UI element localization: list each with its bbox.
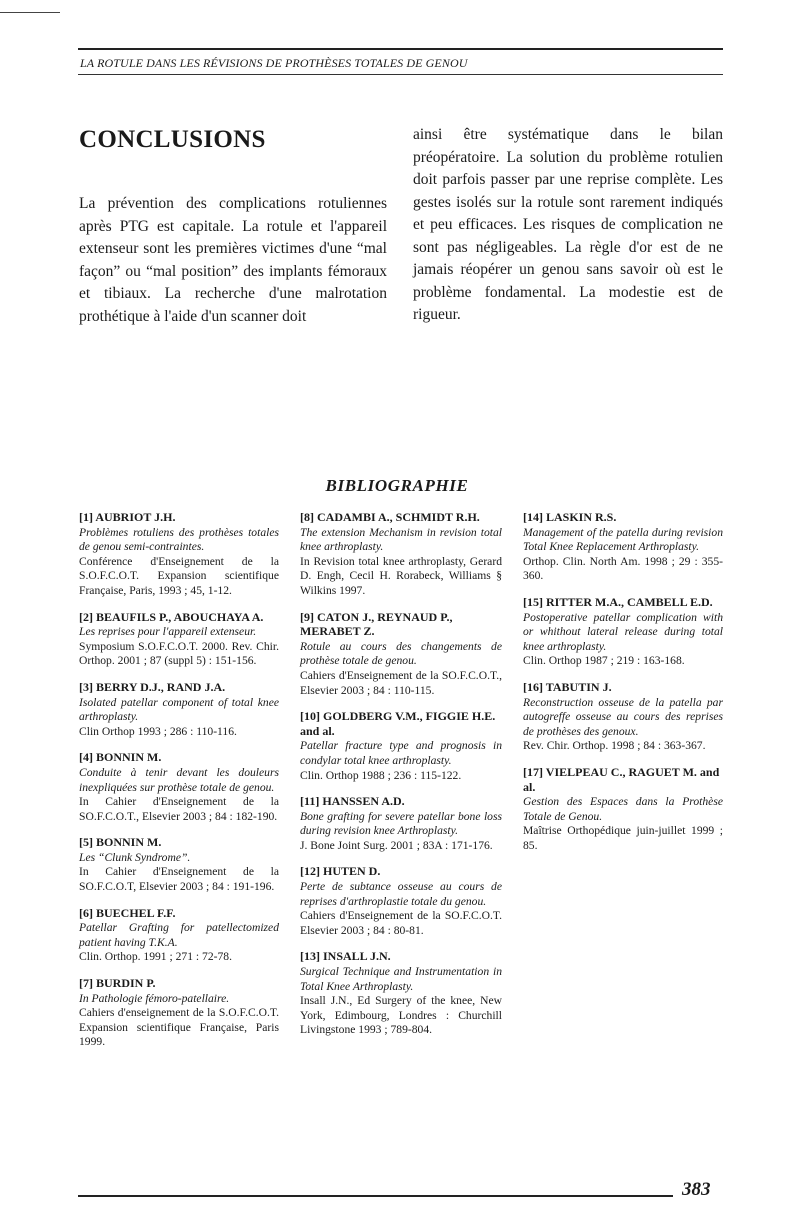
conclusions-paragraph-1: La prévention des complications rotuliennes après PTG est capitale. La rotule et l'appareil extenseur sont les premières victimes d'une “mal façon” ou “mal position” des implants fémoraux et tibiaux. La recherche d'une malrotation prothétique à l'aide d'un scanner doit [79, 195, 387, 325]
reference-title: Patellar fracture type and prognosis in condylar total knee arthroplasty. [300, 739, 502, 767]
reference-title: Perte de subtance osseuse au cours de reprises d'arthroplastie totale du genou. [300, 880, 502, 908]
reference-source: Cahiers d'enseignement de la S.O.F.C.O.T. Expansion scientifique Française, Paris 1999. [79, 1006, 279, 1049]
reference-entry [523, 510, 723, 584]
reference-source: In Revision total knee arthroplasty, Gerard D. Engh, Cecil H. Rorabeck, Williams § Wilkins 1997. [300, 554, 502, 597]
reference-authors: [14] LASKIN R.S. [523, 510, 617, 524]
reference-source: In Cahier d'Enseignement de la SO.F.C.O.T., Elsevier 2003 ; 84 : 182-190. [79, 795, 279, 823]
reference-entry [300, 864, 502, 938]
reference-source: Clin Orthop 1993 ; 286 : 110-116. [79, 724, 237, 738]
reference-authors: [1] AUBRIOT J.H. [79, 510, 176, 524]
reference-title: Postoperative patellar complication with or whithout lateral release during total knee arthroplasty. [523, 610, 723, 653]
bibliography-column-2 [300, 510, 502, 1049]
reference-authors: [11] HANSSEN A.D. [300, 794, 405, 809]
reference-entry [300, 949, 502, 1038]
reference-source: Orthop. Clin. North Am. 1998 ; 29 : 355-360. [523, 554, 723, 583]
top-corner-rule [0, 12, 60, 13]
reference-entry [79, 976, 279, 1050]
reference-title: Gestion des Espaces dans la Prothèse Totale de Genou. [523, 795, 723, 823]
reference-authors: [5] BONNIN M. [79, 835, 162, 850]
reference-authors: [6] BUECHEL F.F. [79, 905, 176, 920]
reference-title: Les reprises pour l'appareil extenseur. [79, 625, 257, 639]
reference-entry [79, 510, 279, 599]
reference-entry [300, 510, 502, 599]
reference-source: Maîtrise Orthopédique juin-juillet 1999 ; 85. [523, 824, 723, 852]
bibliography-column-1 [79, 510, 279, 1061]
reference-title: Surgical Technique and Instrumentation in Total Knee Arthroplasty. [300, 965, 502, 993]
reference-authors: [16] TABUTIN J. [523, 679, 612, 694]
reference-title: Les “Clunk Syndrome”. [79, 850, 191, 864]
reference-title: Isolated patellar component of total knee arthroplasty. [79, 695, 279, 724]
reference-authors: [4] BONNIN M. [79, 750, 162, 765]
reference-entry [523, 680, 723, 754]
reference-entry [79, 750, 279, 824]
footer-rule [78, 1195, 673, 1197]
header-rule-bottom [78, 74, 723, 75]
reference-authors: [12] HUTEN D. [300, 864, 381, 879]
reference-entry [79, 610, 279, 669]
reference-authors: [8] CADAMBI A., SCHMIDT R.H. [300, 510, 480, 524]
header-rule-top [78, 48, 723, 50]
reference-authors: [9] CATON J., REYNAUD P., MERABET Z. [300, 609, 453, 639]
reference-title: Reconstruction osseuse de la patella par autogreffe osseuse au cours des reprises de prothèses des genoux. [523, 695, 723, 738]
running-header: LA ROTULE DANS LES RÉVISIONS DE PROTHÈSES TOTALES DE GENOU [80, 56, 468, 70]
reference-title: Rotule au cours des changements de prothèse totale de genou. [300, 639, 502, 668]
reference-source: Conférence d'Enseignement de la S.O.F.C.O.T. Expansion scientifique Française, Paris, 1993 ; 45, 1-12. [79, 554, 279, 597]
conclusions-heading: CONCLUSIONS [79, 126, 266, 153]
reference-source: Clin. Orthop 1988 ; 236 : 115-122. [300, 768, 462, 782]
reference-source: Clin. Orthop. 1991 ; 271 : 72-78. [79, 950, 232, 964]
conclusions-paragraph-2: ainsi être systématique dans le bilan préopératoire. La solution du problème rotulien doit parfois passer par une reprise complète. Les gestes isolés sur la rotule sont rarement indiqués et peu efficaces. Les risques de complication ne sont pas négligeables. La règle d'or est de ne jamais réopérer un genou sans savoir où est le problème fondamental. La modestie est de rigueur. [413, 126, 723, 323]
reference-title: Conduite à tenir devant les douleurs inexpliquées sur prothèse totale de genou. [79, 765, 279, 794]
reference-source: Clin. Orthop 1987 ; 219 : 163-168. [523, 654, 685, 668]
reference-source: In Cahier d'Enseignement de la SO.F.C.O.T, Elsevier 2003 ; 84 : 191-196. [79, 865, 279, 894]
reference-authors: [3] BERRY D.J., RAND J.A. [79, 679, 226, 694]
reference-entry [523, 595, 723, 669]
reference-title: Bone grafting for severe patellar bone loss during revision knee Arthroplasty. [300, 809, 502, 838]
reference-title: In Pathologie fémoro-patellaire. [79, 991, 230, 1005]
reference-authors: [10] GOLDBERG V.M., FIGGIE H.E. and al. [300, 709, 496, 738]
reference-title: Management of the patella during revision Total Knee Replacement Arthroplasty. [523, 525, 723, 554]
reference-entry [79, 835, 279, 894]
reference-entry [79, 680, 279, 739]
bibliography-heading: BIBLIOGRAPHIE [325, 476, 469, 495]
reference-authors: [17] VIELPEAU C., RAGUET M. and al. [523, 764, 720, 794]
reference-title: The extension Mechanism in revision total knee arthroplasty. [300, 525, 502, 554]
page-number: 383 [682, 1179, 711, 1200]
reference-entry [300, 709, 502, 783]
reference-authors: [15] RITTER M.A., CAMBELL E.D. [523, 594, 713, 609]
reference-source: Insall J.N., Ed Surgery of the knee, New York, Edimbourg, Londres : Churchill Livingstone 1993 ; 789-804. [300, 994, 502, 1037]
reference-source: Cahiers d'Enseignement de la SO.F.C.O.T., Elsevier 2003 ; 84 : 110-115. [300, 668, 502, 697]
reference-authors: [13] INSALL J.N. [300, 949, 391, 964]
reference-entry [300, 610, 502, 699]
reference-authors: [7] BURDIN P. [79, 976, 156, 991]
bibliography-column-3 [523, 510, 723, 864]
reference-entry [523, 765, 723, 854]
reference-title: Problèmes rotuliens des prothèses totales de genou semi-contraintes. [79, 525, 279, 554]
reference-entry [300, 794, 502, 853]
reference-entry [79, 906, 279, 965]
reference-title: Patellar Grafting for patellectomized patient having T.K.A. [79, 921, 279, 949]
reference-authors: [2] BEAUFILS P., ABOUCHAYA A. [79, 609, 264, 624]
reference-source: Rev. Chir. Orthop. 1998 ; 84 : 363-367. [523, 739, 706, 753]
reference-source: Symposium S.O.F.C.O.T. 2000. Rev. Chir. Orthop. 2001 ; 87 (suppl 5) : 151-156. [79, 639, 279, 668]
reference-source: Cahiers d'Enseignement de la SO.F.C.O.T. Elsevier 2003 ; 84 : 80-81. [300, 909, 502, 937]
reference-source: J. Bone Joint Surg. 2001 ; 83A : 171-176. [300, 838, 493, 852]
